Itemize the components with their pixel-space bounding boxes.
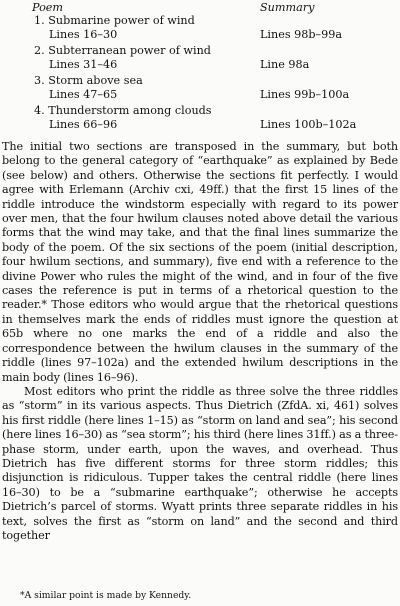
summary-lines: Lines 99b–100a <box>260 88 350 101</box>
section-lines: Lines 47–65 <box>49 88 118 101</box>
table-row <box>0 44 400 74</box>
summary-column-header: Summary <box>260 1 315 14</box>
summary-lines: Lines 100b–102a <box>260 118 357 131</box>
section-title: 3. Storm above sea <box>34 74 143 87</box>
summary-lines: Lines 98b–99a <box>260 28 343 41</box>
poem-column-header: Poem <box>32 1 64 14</box>
section-title: 1. Submarine power of wind <box>34 14 195 27</box>
section-table <box>0 0 400 142</box>
table-row <box>0 104 400 134</box>
paragraph: Most editors who print the riddle as three solve the three riddles as “storm” in its various aspects. Thus Dietrich (ZfdA. xi, 461) solves his first riddle (here lines 1–15) as “storm on land and sea”; his second (here lines 16–30) as “sea storm”; his third (here lines 31ff.) as a three-phase storm, under earth, upon the waves, and overhead. Thus Dietrich has five different storms for three storm riddles; this disjunction is ridiculous. Tupper takes the central riddle (here lines 16–30) to be a “submarine earthquake”; otherwise he accepts Dietrich’s parcel of storms. Wyatt prints three separate riddles in his text, solves the first as “storm on land” and the second and third together <box>2 384 398 542</box>
section-lines: Lines 16–30 <box>49 28 118 41</box>
footnote: *A similar point is made by Kennedy. <box>20 590 192 601</box>
summary-lines: Line 98a <box>260 58 310 71</box>
section-lines: Lines 66–96 <box>49 118 118 131</box>
section-title: 4. Thunderstorm among clouds <box>34 104 212 117</box>
table-row <box>0 74 400 104</box>
section-lines: Lines 31–46 <box>49 58 118 71</box>
section-title: 2. Subterranean power of wind <box>34 44 211 57</box>
paragraph: The initial two sections are transposed in the summary, but both belong to the general category of “earthquake” as explained by Bede (see below) and others. Otherwise the sections fit perfectly. I would agree with Erlemann (Archiv cxi, 49ff.) that the first 15 lines of the riddle introduce the windstorm especially with regard to its power over men, that the four hwilum clauses noted above detail the various forms that the wind may take, and that the final lines summarize the body of the poem. Of the six sections of the poem (initial description, four hwilum sections, and summary), five end with a reference to the divine Power who rules the might of the wind, and in four of the five cases the reference is put in terms of a rhetorical question to the reader.* Those editors who would argue that the rhetorical questions in themselves mark the ends of riddles must ignore the question at 65b where no one marks the end of a riddle and also the correspondence between the hwilum clauses in the summary of the riddle (lines 97–102a) and the extended hwilum descriptions in the main body (lines 16–96). <box>2 140 398 384</box>
main-text <box>2 140 398 543</box>
table-row <box>0 14 400 44</box>
